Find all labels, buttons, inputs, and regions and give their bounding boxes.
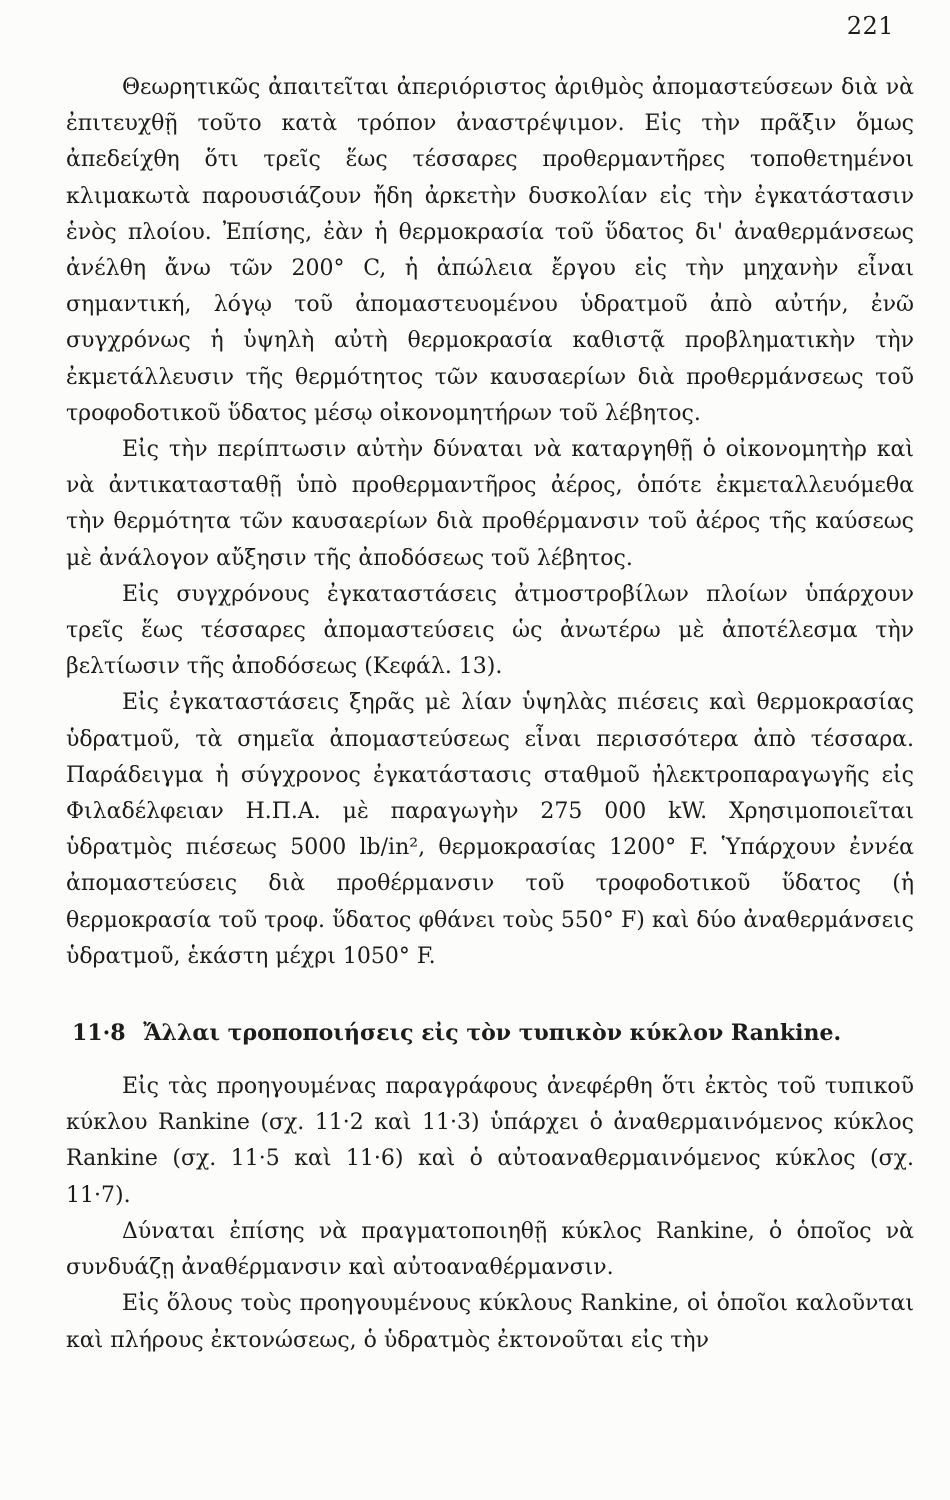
page-number: 221 xyxy=(846,12,894,40)
section-title: Ἄλλαι τροποποιήσεις εἰς τὸν τυπικὸν κύκλον Rankine. xyxy=(143,1020,842,1047)
paragraph: Εἰς τὴν περίπτωσιν αὐτὴν δύναται νὰ καταργηθῇ ὁ οἰκονομητὴρ καὶ νὰ ἀντικατασταθῇ ὑπὸ προθερμαντῆρος ἀέρος, ὁπότε ἐκμεταλλευόμεθα τὴν θερμότητα τῶν καυσαερίων διὰ προθέρμανσιν τοῦ ἀέρος τῆς καύσεως μὲ ἀνάλογον αὔξησιν τῆς ἀποδόσεως τοῦ λέβητος. xyxy=(66,437,914,571)
paragraph: Εἰς ὅλους τοὺς προηγουμένους κύκλους Rankine, οἱ ὁποῖοι καλοῦνται καὶ πλήρους ἐκτονώσεως, ὁ ὑδρατμὸς ἐκτονοῦται εἰς τὴν xyxy=(66,1291,914,1353)
paragraph: Θεωρητικῶς ἀπαιτεῖται ἀπεριόριστος ἀριθμὸς ἀπομαστεύσεων διὰ νὰ ἐπιτευχθῇ τοῦτο κατὰ τρόπον ἀναστρέψιμον. Εἰς τὴν πρᾶξιν ὅμως ἀπεδείχθη ὅτι τρεῖς ἕως τέσσαρες προθερμαντῆρες τοποθετημένοι κλιμακωτὰ παρουσιάζουν ἤδη ἀρκετὴν δυσκολίαν εἰς τὴν ἐγκατάστασιν ἑνὸς πλοίου. Ἐπίσης, ἐὰν ἡ θερμοκρασία τοῦ ὕδατος δι' ἀναθερμάνσεως ἀνέλθη ἄνω τῶν 200° C, ἡ ἀπώλεια ἔργου εἰς τὴν μηχανὴν εἶναι σημαντική, λόγῳ τοῦ ἀπομαστευομένου ὑδρατμοῦ ἀπὸ αὐτήν, ἐνῶ συγχρόνως ἡ ὑψηλὴ αὐτὴ θερμοκρασία καθιστᾷ προβληματικὴν τὴν ἐκμετάλλευσιν τῆς θερμότητος τῶν καυσαερίων διὰ προθερμάνσεως τοῦ τροφοδοτικοῦ ὕδατος μέσῳ οἰκονομητήρων τοῦ λέβητος. xyxy=(66,75,914,426)
section-heading xyxy=(66,1015,914,1051)
section-number: 11·8 xyxy=(72,1020,126,1047)
paragraph: Εἰς τὰς προηγουμένας παραγράφους ἀνεφέρθη ὅτι ἐκτὸς τοῦ τυπικοῦ κύκλου Rankine (σχ. 11·2 καὶ 11·3) ὑπάρχει ὁ ἀναθερμαινόμενος κύκλος Rankine (σχ. 11·5 καὶ 11·6) καὶ ὁ αὐτοαναθερμαινόμενος κύκλος (σχ. 11·7). xyxy=(66,1074,914,1208)
page-content xyxy=(66,70,914,1359)
paragraph: Εἰς συγχρόνους ἐγκαταστάσεις ἀτμοστροβίλων πλοίων ὑπάρχουν τρεῖς ἕως τέσσαρες ἀπομαστεύσεις ὡς ἀνωτέρω μὲ ἀποτέλεσμα τὴν βελτίωσιν τῆς ἀποδόσεως (Κεφάλ. 13). xyxy=(66,581,914,680)
paragraph: Εἰς ἐγκαταστάσεις ξηρᾶς μὲ λίαν ὑψηλὰς πιέσεις καὶ θερμοκρασίας ὑδρατμοῦ, τὰ σημεῖα ἀπομαστεύσεως εἶναι περισσότερα ἀπὸ τέσσαρα. Παράδειγμα ἡ σύγχρονος ἐγκατάστασις σταθμοῦ ἠλεκτροπαραγωγῆς εἰς Φιλαδέλφειαν Η.Π.Α. μὲ παραγωγὴν 275 000 kW. Χρησιμοποιεῖται ὑδρατμὸς πιέσεως 5000 lb/in², θερμοκρασίας 1200° F. Ὑπάρχουν ἐννέα ἀπομαστεύσεις διὰ προθέρμανσιν τοῦ τροφοδοτικοῦ ὕδατος (ἡ θερμοκρασία τοῦ τροφ. ὕδατος φθάνει τοὺς 550° F) καὶ δύο ἀναθερμάνσεις ὑδρατμοῦ, ἑκάστη μέχρι 1050° F. xyxy=(66,690,914,969)
paragraph: Δύναται ἐπίσης νὰ πραγματοποιηθῇ κύκλος Rankine, ὁ ὁποῖος νὰ συνδυάζῃ ἀναθέρμανσιν καὶ αὐτοαναθέρμανσιν. xyxy=(66,1218,914,1281)
